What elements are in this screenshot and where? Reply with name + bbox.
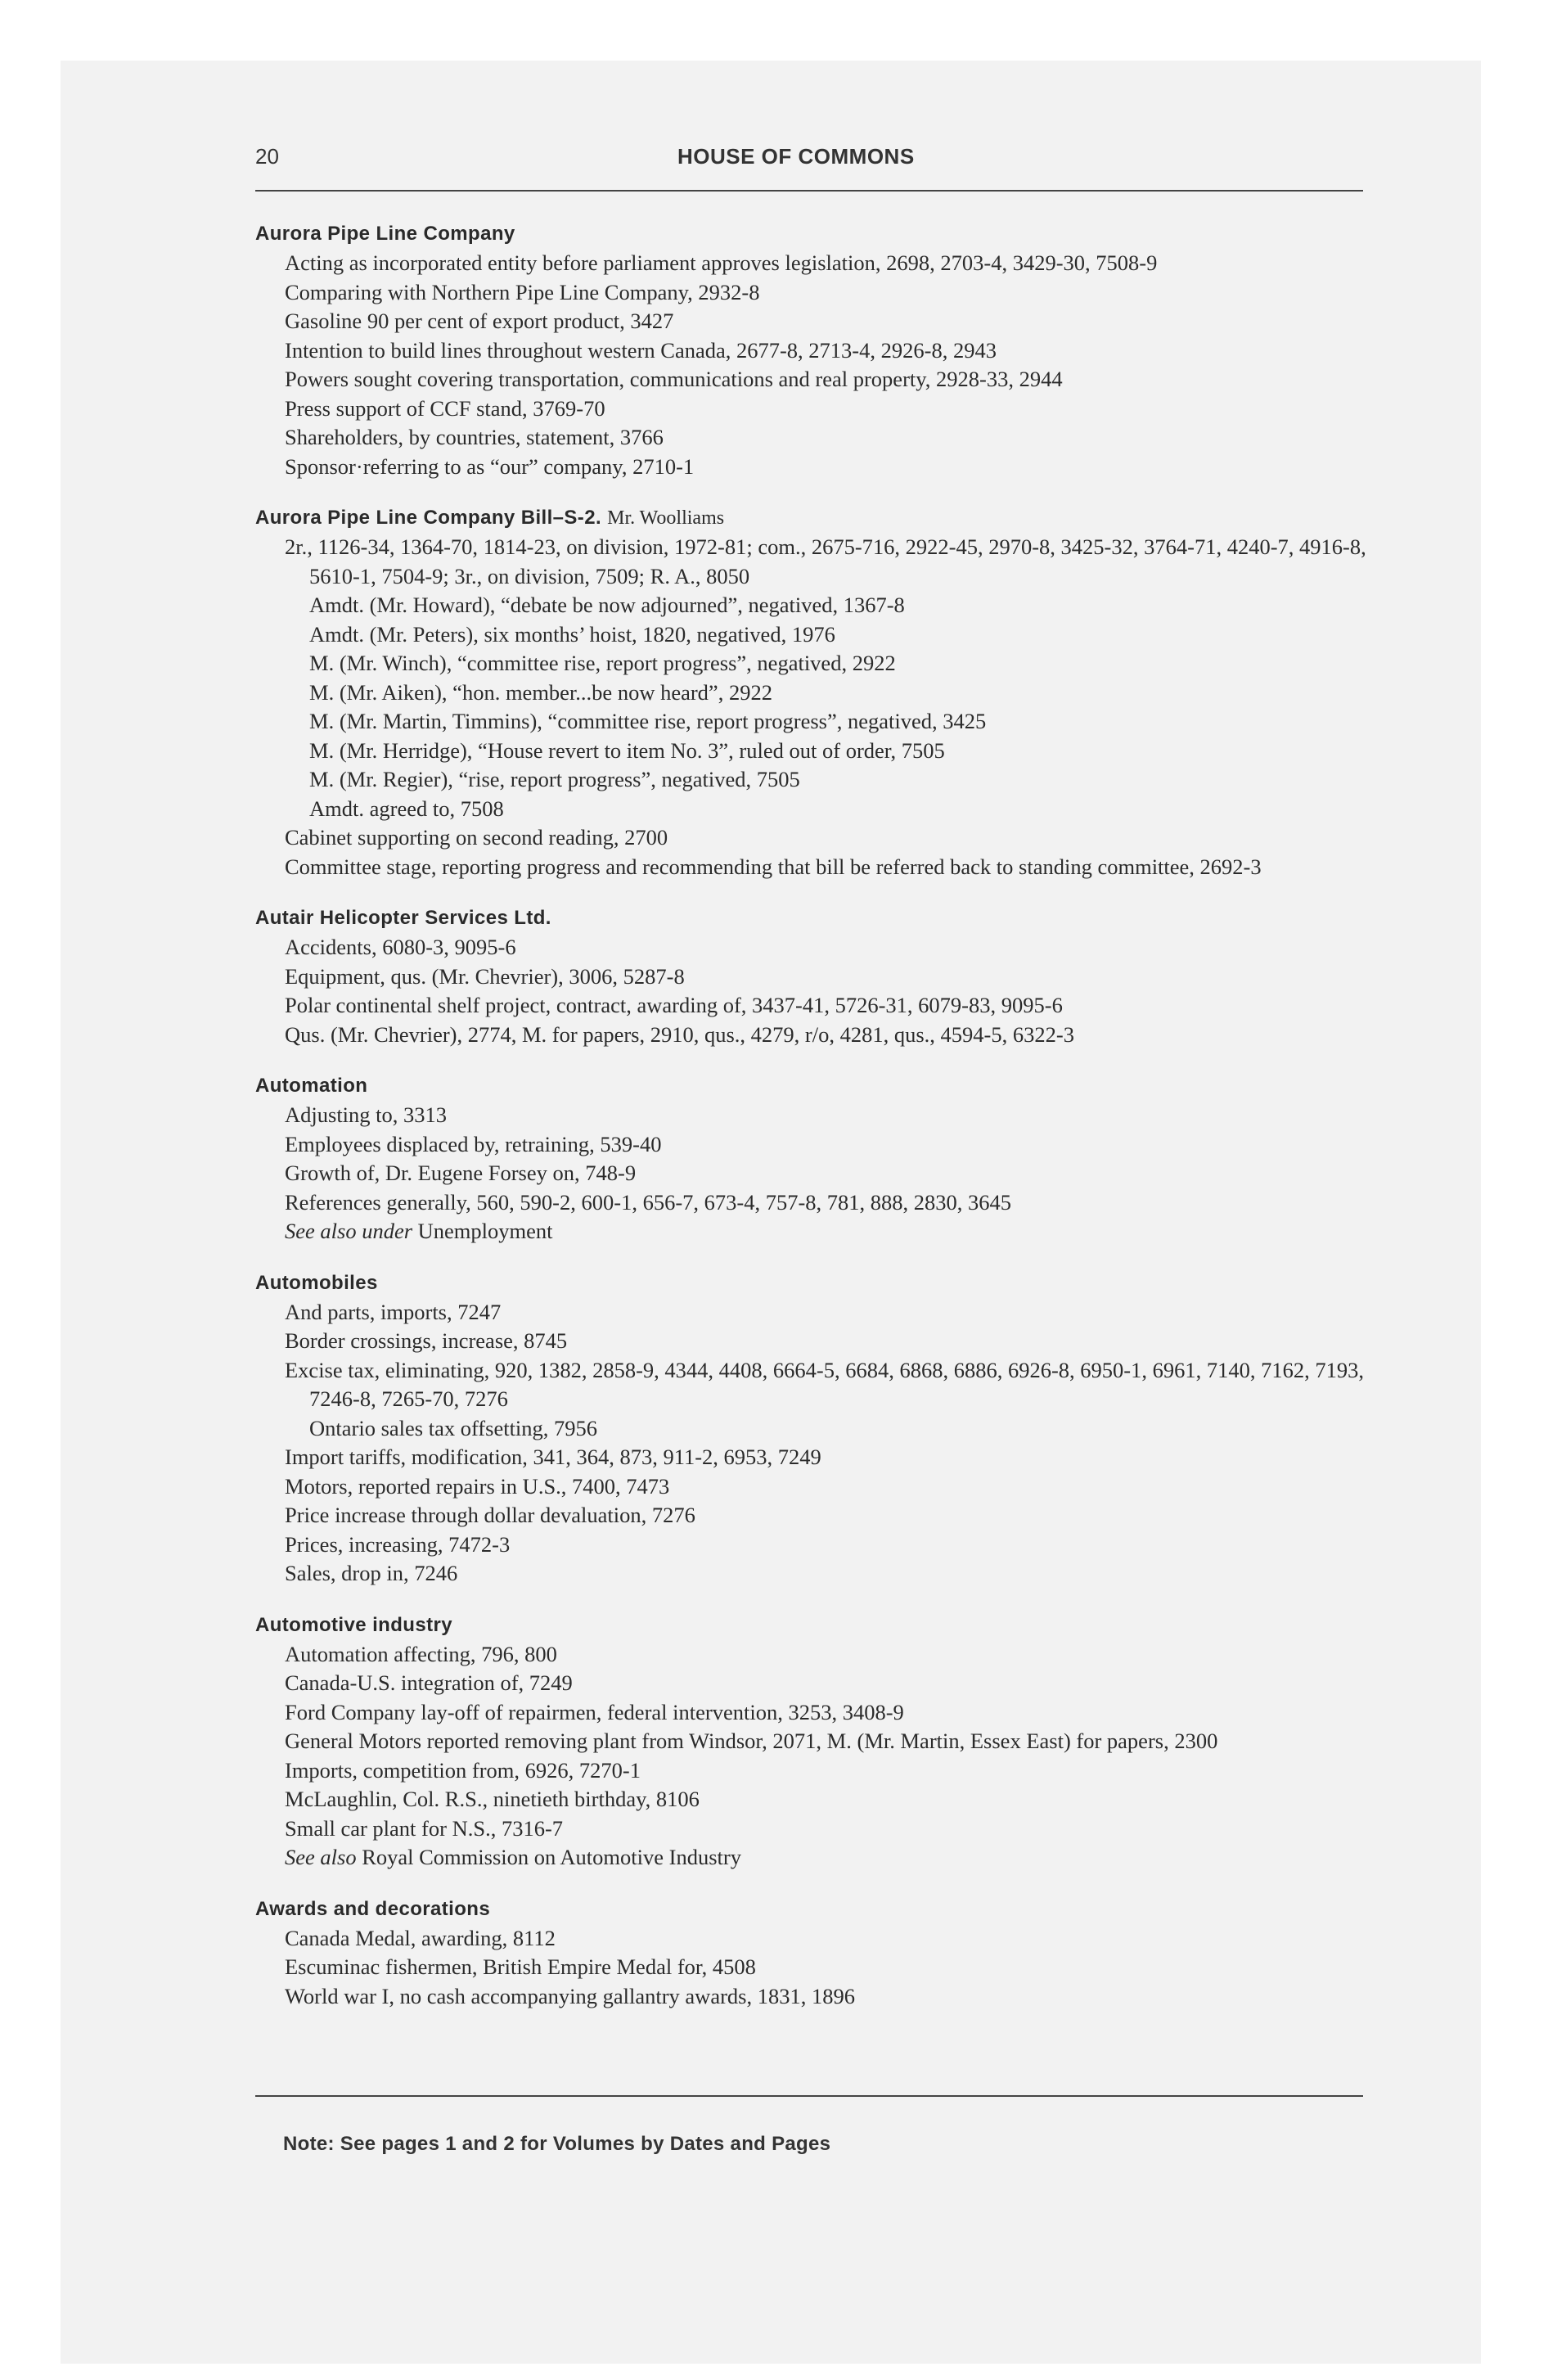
entry-heading [255, 904, 1384, 933]
entry-subheading: Shareholders, by countries, statement, 3766 [285, 425, 664, 449]
entry-subheading: Amdt. (Mr. Peters), six months’ hoist, 1820, negatived, 1976 [309, 621, 835, 647]
entry-subheading: Imports, competition from, 6926, 7270-1 [285, 1757, 641, 1783]
index-entry [255, 503, 1384, 881]
entry-subheading: Acting as incorporated entity before parliament approves legislation, 2698, 2703-4, 3429-30, 7508-9 [285, 250, 1158, 275]
index-entry [255, 1071, 1384, 1246]
entry-subheading: Equipment, qus. (Mr. Chevrier), 3006, 5287-8 [285, 963, 685, 989]
entry-subheading: Qus. (Mr. Chevrier), 2774, M. for papers, 2910, qus., 4279, r/o, 4281, qus., 4594-5, 6322-3 [285, 1021, 1074, 1047]
entry-subheading: Committee stage, reporting progress and recommending that bill be referred back to standing committee, 2692-3 [285, 854, 1262, 879]
see-also-prefix: See also under [285, 1219, 413, 1243]
entry-subheading: Sales, drop in, 7246 [285, 1561, 458, 1585]
page-number: 20 [255, 144, 279, 169]
entry-subheading: General Motors reported removing plant from Windsor, 2071, M. (Mr. Martin, Essex East) for papers, 2300 [285, 1729, 1218, 1753]
entry-subheading: M. (Mr. Herridge), “House revert to item No. 3”, ruled out of order, 7505 [309, 737, 945, 763]
entry-subheading: World war I, no cash accompanying gallantry awards, 1831, 1896 [285, 1983, 855, 2008]
entry-heading [255, 1895, 1384, 1924]
entry-heading-text: Aurora Pipe Line Company [255, 223, 515, 245]
entry-subheading: Ontario sales tax offsetting, 7956 [309, 1415, 598, 1440]
entry-subheading: Growth of, Dr. Eugene Forsey on, 748-9 [285, 1161, 637, 1185]
entry-heading-text: Automobiles [255, 1271, 378, 1294]
entry-subheading: References generally, 560, 590-2, 600-1, 656-7, 673-4, 757-8, 781, 888, 2830, 3645 [285, 1189, 1012, 1215]
entry-heading [255, 503, 1384, 533]
see-also-reference [255, 1843, 1384, 1873]
entry-heading-text: Automotive industry [255, 1613, 452, 1636]
footer-note: Note: See pages 1 and 2 for Volumes by Dates and Pages [283, 2133, 831, 2155]
entry-subheading: Excise tax, eliminating, 920, 1382, 2858-9, 4344, 4408, 6664-5, 6684, 6868, 6886, 6926-8, 6950-1, 6961, 7140, 7162, 7193, 7246-8, 7265-70, 7276 [285, 1357, 1365, 1411]
entry-subheading: Automation affecting, 796, 800 [285, 1641, 557, 1666]
entry-heading-text: Aurora Pipe Line Company Bill–S-2. [255, 507, 602, 529]
entry-heading-text: Awards and decorations [255, 1897, 491, 1920]
entry-subheading: Escuminac fishermen, British Empire Medal for, 4508 [285, 1954, 756, 1979]
see-also-reference [255, 1217, 1384, 1246]
entry-subheading: Prices, increasing, 7472-3 [285, 1531, 511, 1557]
entry-heading-text: Automation [255, 1075, 368, 1097]
see-also-target: Unemployment [417, 1219, 553, 1243]
entry-subheading: Import tariffs, modification, 341, 364, 873, 911-2, 6953, 7249 [285, 1445, 821, 1469]
index-entry [255, 1895, 1384, 2012]
entry-subheading: Small car plant for N.S., 7316-7 [285, 1815, 564, 1841]
see-also-target: Royal Commission on Automotive Industry [362, 1845, 741, 1869]
page-header [255, 144, 1363, 192]
entry-subheading: Sponsor·referring to as “our” company, 2710-1 [285, 453, 695, 479]
entry-subheading: M. (Mr. Martin, Timmins), “committee rise, report progress”, negatived, 3425 [309, 709, 987, 733]
see-also-prefix: See also [285, 1845, 357, 1869]
entry-subheading: Employees displaced by, retraining, 539-40 [285, 1131, 662, 1156]
index-entry [255, 1269, 1384, 1589]
entry-heading [255, 1611, 1384, 1640]
entry-subheading: Amdt. (Mr. Howard), “debate be now adjourned”, negatived, 1367-8 [309, 593, 905, 617]
entry-subheading: Gasoline 90 per cent of export product, 3427 [285, 309, 674, 333]
entry-subheading: Price increase through dollar devaluation, 7276 [285, 1503, 695, 1527]
entry-subheading: Border crossings, increase, 8745 [285, 1328, 568, 1353]
entry-subheading: Canada-U.S. integration of, 7249 [285, 1670, 573, 1695]
entry-heading-text: Autair Helicopter Services Ltd. [255, 907, 551, 929]
entry-subheading: M. (Mr. Regier), “rise, report progress”, negatived, 7505 [309, 767, 800, 791]
entry-subheading: Press support of CCF stand, 3769-70 [285, 395, 605, 421]
entry-subheading: Intention to build lines throughout western Canada, 2677-8, 2713-4, 2926-8, 2943 [285, 337, 997, 363]
entry-subheading: Powers sought covering transportation, communications and real property, 2928-33, 2944 [285, 367, 1063, 391]
entry-subheading: Polar continental shelf project, contract, awarding of, 3437-41, 5726-31, 6079-83, 9095-6 [285, 993, 1063, 1017]
entry-heading [255, 1269, 1384, 1298]
entry-heading [255, 1071, 1384, 1101]
entry-subheading: Motors, reported repairs in U.S., 7400, 7473 [285, 1473, 670, 1499]
entry-subheading: McLaughlin, Col. R.S., ninetieth birthday, 8106 [285, 1787, 700, 1811]
entry-subheading: Cabinet supporting on second reading, 2700 [285, 825, 668, 850]
entry-subheading: Canada Medal, awarding, 8112 [285, 1925, 556, 1950]
entry-subheading: And parts, imports, 7247 [285, 1299, 502, 1324]
entry-heading [255, 219, 1384, 249]
entry-sponsor: Mr. Woolliams [607, 507, 725, 529]
index-entry [255, 219, 1384, 481]
index-entry [255, 1611, 1384, 1873]
entry-subheading: M. (Mr. Aiken), “hon. member...be now heard”, 2922 [309, 679, 772, 705]
entry-subheading: 2r., 1126-34, 1364-70, 1814-23, on division, 1972-81; com., 2675-716, 2922-45, 2970-8, 3425-32, 3764-71, 4240-7, 4916-8, 5610-1, 7504-9; 3r., on division, 7509; R. A., 8050 [285, 534, 1366, 588]
entry-subheading: M. (Mr. Winch), “committee rise, report progress”, negatived, 2922 [309, 651, 896, 675]
entry-subheading: Ford Company lay-off of repairmen, federal intervention, 3253, 3408-9 [285, 1699, 904, 1724]
footer-rule [255, 2095, 1363, 2097]
entry-subheading: Amdt. agreed to, 7508 [309, 796, 504, 821]
entry-subheading: Adjusting to, 3313 [285, 1102, 448, 1127]
running-title: HOUSE OF COMMONS [677, 144, 915, 169]
index-content [255, 219, 1384, 2033]
index-entry [255, 904, 1384, 1049]
entry-subheading: Comparing with Northern Pipe Line Company, 2932-8 [285, 279, 760, 304]
entry-subheading: Accidents, 6080-3, 9095-6 [285, 935, 516, 959]
